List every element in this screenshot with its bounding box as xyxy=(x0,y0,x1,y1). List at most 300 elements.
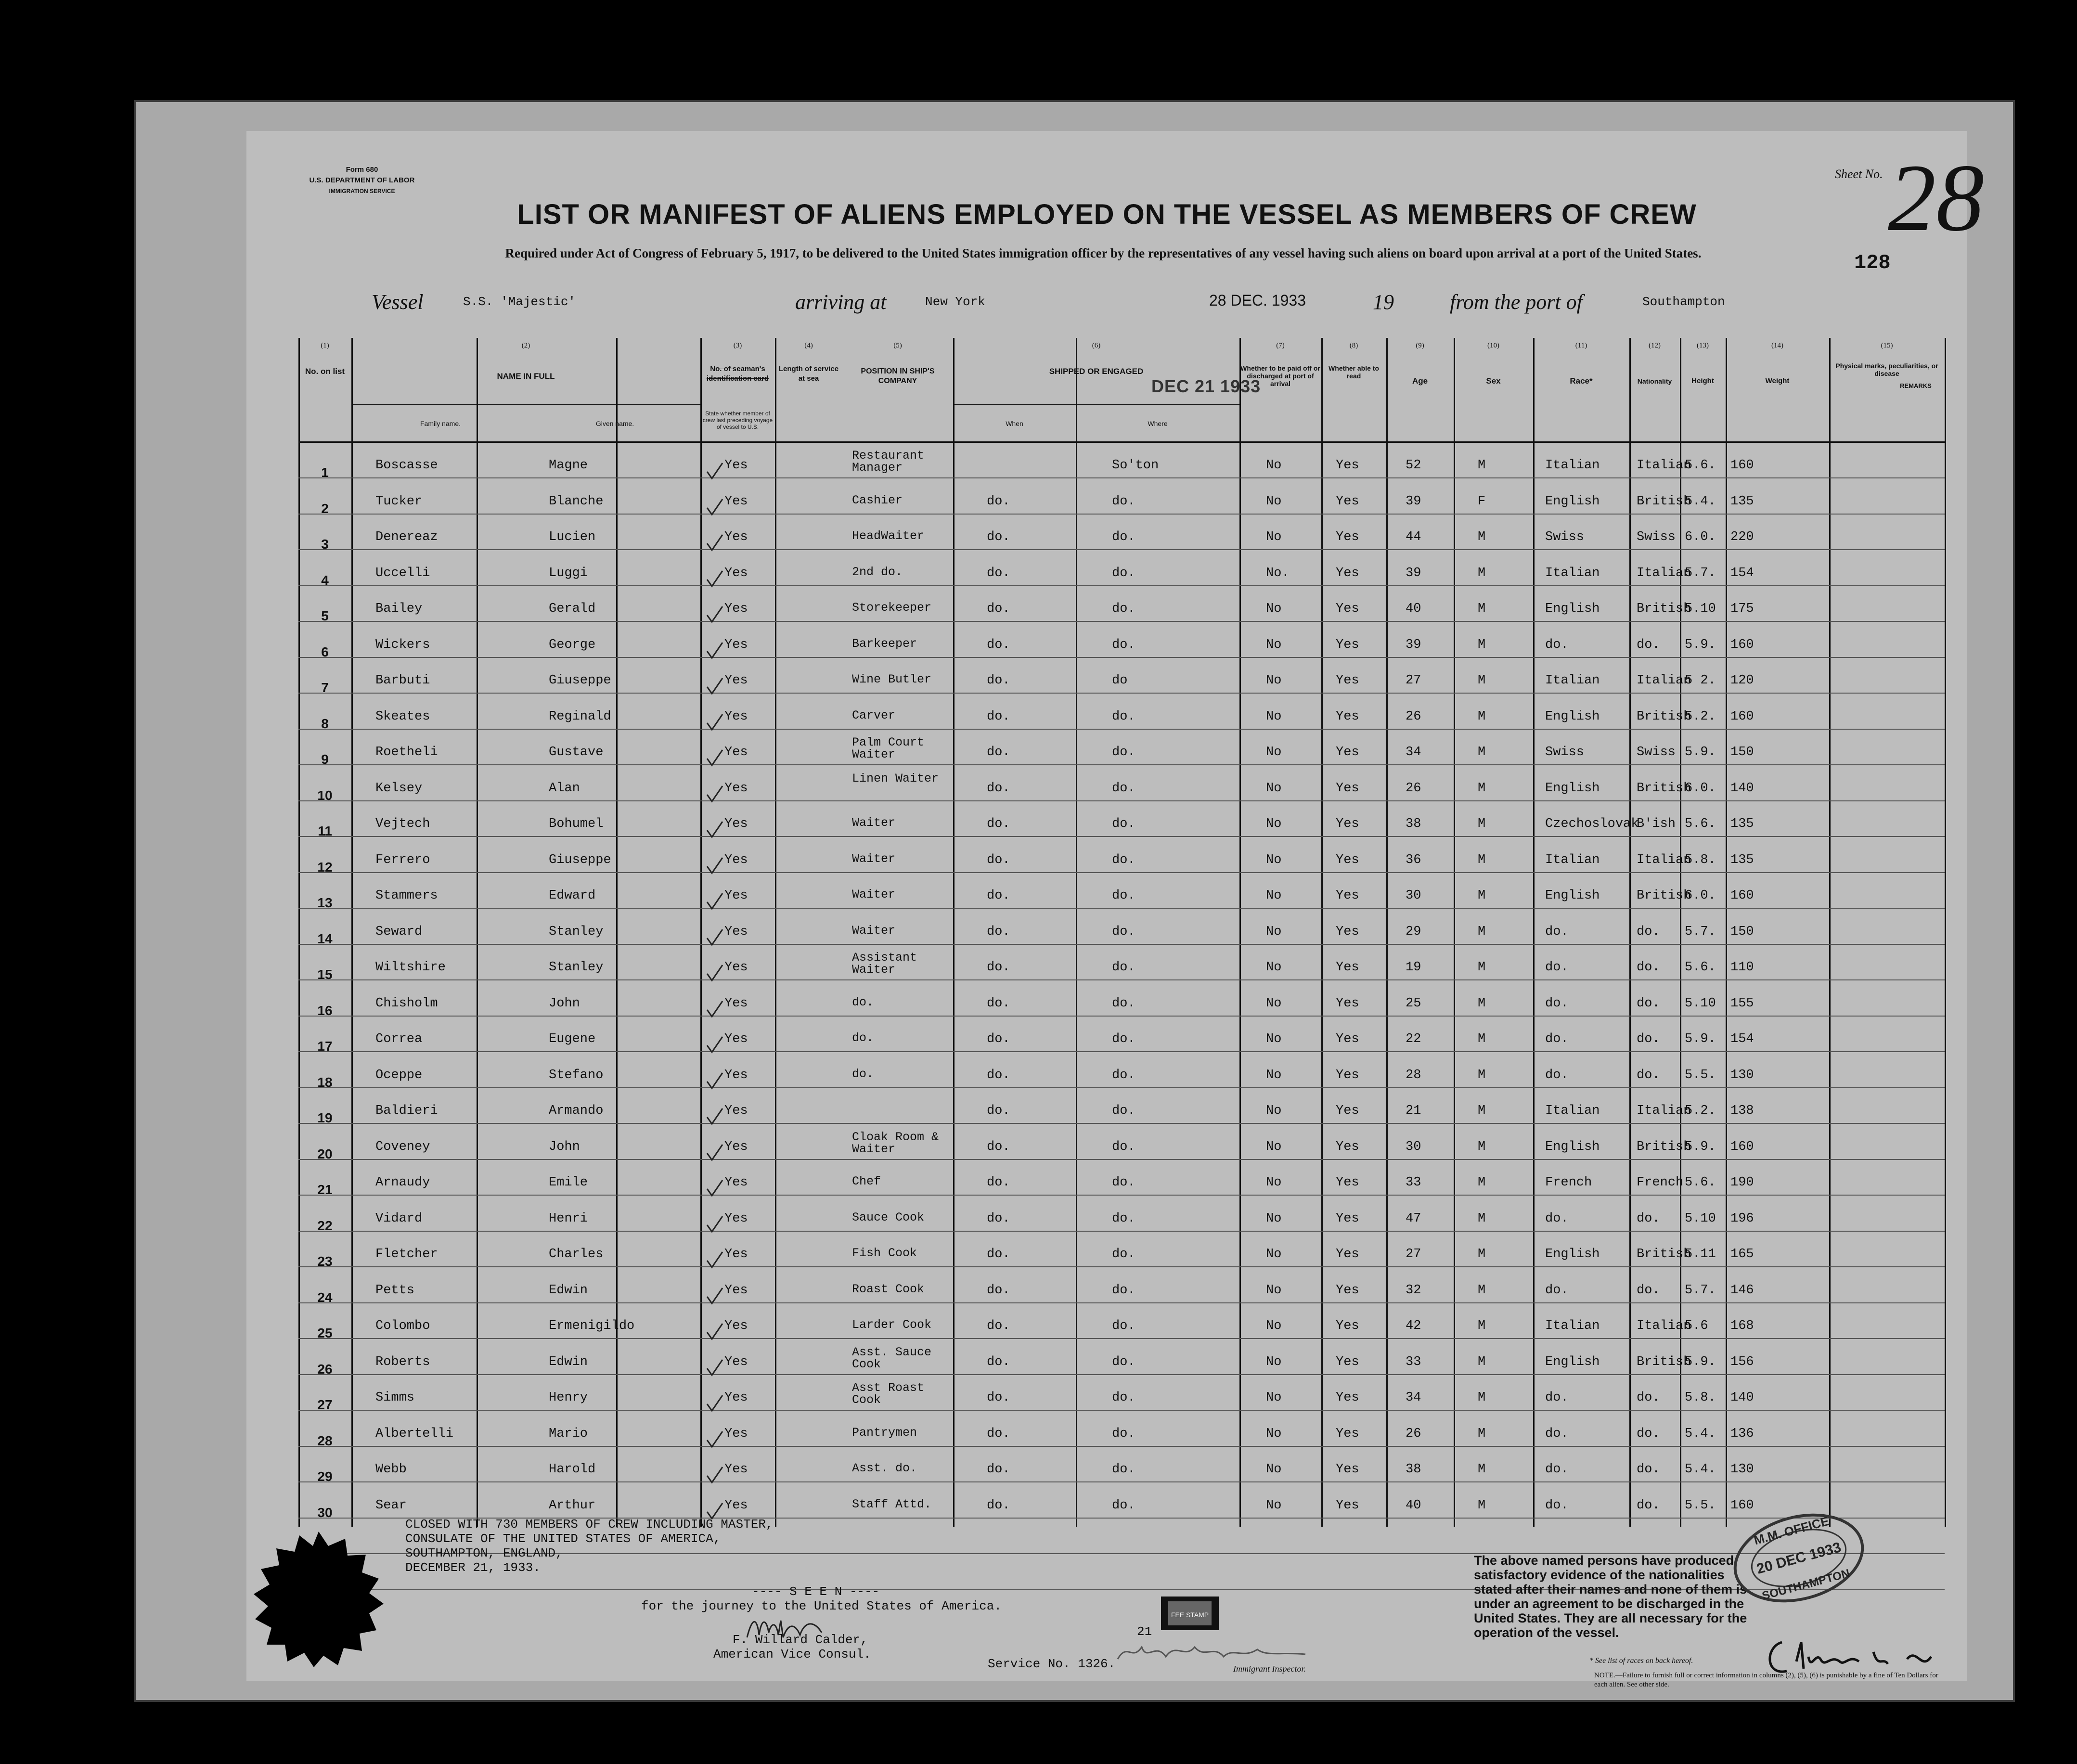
position-cell: Linen Waiter xyxy=(852,772,939,785)
race-cell: do. xyxy=(1545,1391,1569,1405)
age-cell: 30 xyxy=(1406,888,1421,903)
check-mark-icon xyxy=(705,1071,724,1090)
shipped-when-cell: do. xyxy=(987,638,1010,652)
race-cell: Italian xyxy=(1545,458,1600,473)
header-age: Age xyxy=(1412,376,1428,386)
shipped-when-cell: do. xyxy=(987,1247,1010,1262)
given-name-cell: Armando xyxy=(549,1104,604,1118)
height-cell: 6.0. xyxy=(1685,781,1716,796)
check-mark-icon xyxy=(705,1322,724,1341)
given-name-cell: Stanley xyxy=(549,960,604,975)
given-name-cell: Reginald xyxy=(549,709,611,724)
row-rule xyxy=(298,1051,1945,1052)
family-name-cell: Seward xyxy=(375,925,423,939)
nationality-cell: do. xyxy=(1637,1211,1660,1226)
row-number: 25 xyxy=(317,1326,333,1340)
date-received-stamp: DEC 21 1933 xyxy=(1151,376,1261,396)
position-cell: Fish Cook xyxy=(852,1246,917,1260)
header-shipped-where: Where xyxy=(1148,420,1168,427)
given-name-cell: Edwin xyxy=(549,1283,588,1298)
stamp-office-text: M.M. OFFICE xyxy=(1752,1513,1831,1548)
given-name-cell: Charles xyxy=(549,1247,604,1262)
position-cell: Sauce Cook xyxy=(852,1210,925,1224)
weight-cell: 160 xyxy=(1730,709,1754,724)
races-note: * See list of races on back hereof. xyxy=(1589,1657,1693,1665)
row-rule xyxy=(298,944,1945,945)
given-name-cell: Luggi xyxy=(549,566,588,580)
weight-cell: 138 xyxy=(1730,1104,1754,1118)
height-cell: 5.5. xyxy=(1685,1498,1716,1513)
column-rule xyxy=(953,338,955,1527)
form-number: Form 680 xyxy=(346,166,378,174)
position-cell: Larder Cook xyxy=(852,1318,932,1332)
row-rule xyxy=(298,477,1945,478)
height-cell: 5.6. xyxy=(1685,960,1716,975)
header-seaman-card: No. of seaman's identification card xyxy=(706,365,769,383)
sex-cell: M xyxy=(1478,853,1486,867)
age-cell: 47 xyxy=(1406,1211,1421,1226)
able-read-cell: Yes xyxy=(1336,709,1359,724)
shipped-when-cell: do. xyxy=(987,602,1010,616)
header-family-name: Family name. xyxy=(420,420,461,427)
family-name-cell: Chisholm xyxy=(375,996,438,1011)
paid-off-cell: No xyxy=(1266,494,1282,509)
family-name-cell: Skeates xyxy=(375,709,430,724)
shipped-when-cell: do. xyxy=(987,960,1010,975)
position-cell: Waiter xyxy=(852,852,896,866)
sex-cell: M xyxy=(1478,638,1486,652)
closing-line: CLOSED WITH 730 MEMBERS OF CREW INCLUDING MASTER, xyxy=(405,1517,774,1532)
paid-off-cell: No. xyxy=(1266,566,1290,580)
weight-cell: 154 xyxy=(1730,1032,1754,1046)
row-number: 27 xyxy=(317,1397,333,1412)
shipped-when-cell: do. xyxy=(987,566,1010,580)
previous-voyage-cell: Yes xyxy=(724,458,748,473)
sex-cell: M xyxy=(1478,566,1486,580)
weight-cell: 160 xyxy=(1730,638,1754,652)
check-mark-icon xyxy=(705,641,724,660)
race-cell: Czechoslovak xyxy=(1545,817,1639,831)
height-cell: 5.9. xyxy=(1685,745,1716,760)
position-cell: Carver xyxy=(852,708,896,722)
row-rule xyxy=(298,585,1945,586)
check-mark-icon xyxy=(705,1465,724,1484)
sex-cell: M xyxy=(1478,673,1486,688)
nationality-cell: do. xyxy=(1637,1283,1660,1298)
able-read-cell: Yes xyxy=(1336,1211,1359,1226)
shipped-when-cell: do. xyxy=(987,1140,1010,1154)
column-number: (4) xyxy=(804,342,813,349)
family-name-cell: Ferrero xyxy=(375,853,430,867)
arriving-label: arriving at xyxy=(795,290,887,314)
check-mark-icon xyxy=(705,856,724,875)
manifest-subtitle: Required under Act of Congress of February 5, 1917, to be delivered to the United States immigration officer by the representatives of any vessel having such aliens on board upon arrival at a port of the United States. xyxy=(505,246,1702,260)
able-read-cell: Yes xyxy=(1336,602,1359,616)
row-number: 4 xyxy=(321,573,329,588)
height-cell: 5.6 xyxy=(1685,1319,1708,1333)
given-name-cell: Alan xyxy=(549,781,580,796)
header-height: Height xyxy=(1691,377,1714,385)
height-cell: 5.2. xyxy=(1685,1104,1716,1118)
shipped-when-cell: do. xyxy=(987,781,1010,796)
position-cell: Storekeeper xyxy=(852,601,932,615)
check-mark-icon xyxy=(705,1393,724,1413)
column-rule xyxy=(1829,338,1831,1527)
penalty-note: NOTE.—Failure to furnish full or correct information in columns (2), (5), (6) is punishable by a fine of Ten Dollars for each alien. See other side. xyxy=(1594,1672,1938,1688)
shipped-where-cell: do xyxy=(1112,673,1128,688)
consul-title: American Vice Consul. xyxy=(713,1647,871,1661)
name-subheader-rule xyxy=(351,404,700,405)
paid-off-cell: No xyxy=(1266,1319,1282,1333)
able-read-cell: Yes xyxy=(1336,925,1359,939)
age-cell: 52 xyxy=(1406,458,1421,473)
height-cell: 5.4. xyxy=(1685,494,1716,509)
column-number: (6) xyxy=(1092,342,1101,349)
age-cell: 27 xyxy=(1406,673,1421,688)
given-name-cell: Gerald xyxy=(549,602,596,616)
seen-journey: for the journey to the United States of America. xyxy=(641,1599,1002,1613)
nationality-cell: British xyxy=(1637,1140,1691,1154)
shipped-when-cell: do. xyxy=(987,1068,1010,1082)
sex-cell: M xyxy=(1478,530,1486,544)
position-cell: do. xyxy=(852,995,874,1009)
height-cell: 5.9. xyxy=(1685,1032,1716,1046)
previous-voyage-cell: Yes xyxy=(724,996,748,1011)
height-cell: 6.0. xyxy=(1685,530,1716,544)
family-name-cell: Uccelli xyxy=(375,566,430,580)
previous-voyage-cell: Yes xyxy=(724,1140,748,1154)
inspector-label: Immigrant Inspector. xyxy=(1233,1664,1306,1674)
shipped-where-cell: do. xyxy=(1112,1068,1135,1082)
height-cell: 5.10 xyxy=(1685,1211,1716,1226)
given-name-cell: Giuseppe xyxy=(549,853,611,867)
column-number: (9) xyxy=(1416,342,1424,349)
row-rule xyxy=(298,1016,1945,1017)
height-cell: 5.4. xyxy=(1685,1427,1716,1441)
nationality-cell: do. xyxy=(1637,1498,1660,1513)
check-mark-icon xyxy=(705,820,724,839)
nationality-cell: Italian xyxy=(1637,673,1691,688)
header-no-on-list: No. on list xyxy=(305,367,345,376)
shipped-where-cell: do. xyxy=(1112,1211,1135,1226)
sex-cell: M xyxy=(1478,1211,1486,1226)
column-number: (8) xyxy=(1349,342,1358,349)
position-cell: Waiter xyxy=(852,888,896,901)
family-name-cell: Correa xyxy=(375,1032,423,1046)
column-rule xyxy=(1533,338,1535,1527)
column-rule xyxy=(298,338,300,1527)
header-length-service: Length of service at sea xyxy=(778,365,839,383)
family-name-cell: Stammers xyxy=(375,888,438,903)
shipped-where-cell: do. xyxy=(1112,494,1135,509)
position-cell: do. xyxy=(852,1031,874,1045)
weight-cell: 160 xyxy=(1730,1498,1754,1513)
sheet-label: Sheet No. xyxy=(1835,167,1883,181)
fee-number: 21 xyxy=(1137,1624,1152,1639)
nationality-cell: do. xyxy=(1637,638,1660,652)
column-rule xyxy=(775,338,776,1527)
weight-cell: 140 xyxy=(1730,1391,1754,1405)
sheet-subnumber: 128 xyxy=(1854,251,1891,274)
column-rule xyxy=(1386,338,1388,1527)
previous-voyage-cell: Yes xyxy=(724,1498,748,1513)
age-cell: 28 xyxy=(1406,1068,1421,1082)
row-rule xyxy=(298,1159,1945,1160)
height-cell: 5.7. xyxy=(1685,925,1716,939)
nationality-cell: British xyxy=(1637,1355,1691,1369)
column-number: (3) xyxy=(733,342,742,349)
family-name-cell: Baldieri xyxy=(375,1104,438,1118)
shipped-when-cell: do. xyxy=(987,1498,1010,1513)
weight-cell: 140 xyxy=(1730,781,1754,796)
sex-cell: M xyxy=(1478,925,1486,939)
family-name-cell: Oceppe xyxy=(375,1068,423,1082)
position-cell: 2nd do. xyxy=(852,565,903,579)
nationality-cell: British xyxy=(1637,494,1691,509)
row-rule xyxy=(298,1231,1945,1232)
able-read-cell: Yes xyxy=(1336,1462,1359,1477)
column-rule xyxy=(700,338,702,1527)
nationality-cell: British xyxy=(1637,781,1691,796)
header-rule xyxy=(298,441,1945,443)
nationality-cell: do. xyxy=(1637,1391,1660,1405)
weight-cell: 146 xyxy=(1730,1283,1754,1298)
shipped-when-cell: do. xyxy=(987,1462,1010,1477)
able-read-cell: Yes xyxy=(1336,853,1359,867)
check-mark-icon xyxy=(705,605,724,624)
paid-off-cell: No xyxy=(1266,1498,1282,1513)
age-cell: 40 xyxy=(1406,602,1421,616)
previous-voyage-cell: Yes xyxy=(724,925,748,939)
previous-voyage-cell: Yes xyxy=(724,960,748,975)
position-cell: Assistant Waiter xyxy=(852,951,917,977)
race-cell: do. xyxy=(1545,1068,1569,1082)
check-mark-icon xyxy=(705,533,724,552)
race-cell: English xyxy=(1545,1247,1600,1262)
weight-cell: 155 xyxy=(1730,996,1754,1011)
able-read-cell: Yes xyxy=(1336,673,1359,688)
shipped-where-cell: do. xyxy=(1112,1391,1135,1405)
position-cell: Roast Cook xyxy=(852,1282,925,1296)
check-mark-icon xyxy=(705,1358,724,1377)
arrival-date: 28 DEC. 1933 xyxy=(1209,292,1306,309)
header-paid-off: Whether to be paid off or discharged at port of arrival xyxy=(1240,364,1320,387)
nationality-cell: do. xyxy=(1637,960,1660,975)
weight-cell: 135 xyxy=(1730,817,1754,831)
header-race: Race* xyxy=(1570,376,1593,386)
able-read-cell: Yes xyxy=(1336,1427,1359,1441)
sex-cell: M xyxy=(1478,458,1486,473)
age-cell: 36 xyxy=(1406,853,1421,867)
column-number: (15) xyxy=(1881,342,1893,349)
height-cell: 5.10 xyxy=(1685,602,1716,616)
shipped-when-cell: do. xyxy=(987,709,1010,724)
nationality-cell: Italian xyxy=(1637,566,1691,580)
able-read-cell: Yes xyxy=(1336,1283,1359,1298)
shipped-where-cell: do. xyxy=(1112,1427,1135,1441)
paid-off-cell: No xyxy=(1266,458,1282,473)
check-mark-icon xyxy=(705,927,724,947)
previous-voyage-cell: Yes xyxy=(724,1211,748,1226)
height-cell: 5.9. xyxy=(1685,1140,1716,1154)
previous-voyage-cell: Yes xyxy=(724,1283,748,1298)
weight-cell: 190 xyxy=(1730,1175,1754,1190)
nationality-cell: Italian xyxy=(1637,853,1691,867)
shipped-when-cell: do. xyxy=(987,1355,1010,1369)
race-cell: English xyxy=(1545,494,1600,509)
row-rule xyxy=(298,764,1945,765)
age-cell: 33 xyxy=(1406,1355,1421,1369)
nationality-cell: French xyxy=(1637,1175,1684,1190)
given-name-cell: Stefano xyxy=(549,1068,604,1082)
given-name-cell: Stanley xyxy=(549,925,604,939)
check-mark-icon xyxy=(705,676,724,695)
closing-line: SOUTHAMPTON, ENGLAND, xyxy=(405,1546,563,1560)
paid-off-cell: No xyxy=(1266,1032,1282,1046)
previous-voyage-cell: Yes xyxy=(724,1068,748,1082)
paid-off-cell: No xyxy=(1266,530,1282,544)
row-rule xyxy=(298,1481,1945,1482)
position-cell: Staff Attd. xyxy=(852,1497,932,1511)
given-name-cell: Harold xyxy=(549,1462,596,1477)
age-cell: 44 xyxy=(1406,530,1421,544)
able-read-cell: Yes xyxy=(1336,494,1359,509)
row-rule xyxy=(298,657,1945,658)
paid-off-cell: No xyxy=(1266,1355,1282,1369)
column-rule xyxy=(1076,338,1077,1527)
sex-cell: M xyxy=(1478,1391,1486,1405)
able-read-cell: Yes xyxy=(1336,638,1359,652)
seen-heading: ---- S E E N ---- xyxy=(752,1584,880,1599)
office-stamp xyxy=(1729,1512,1869,1604)
age-cell: 25 xyxy=(1406,996,1421,1011)
nationality-cell: Italian xyxy=(1637,458,1691,473)
sex-cell: M xyxy=(1478,781,1486,796)
shipped-when-cell: do. xyxy=(987,925,1010,939)
shipped-when-cell: do. xyxy=(987,1175,1010,1190)
given-name-cell: Henry xyxy=(549,1391,588,1405)
previous-voyage-cell: Yes xyxy=(724,494,748,509)
paid-off-cell: No xyxy=(1266,1211,1282,1226)
nationality-cell: Swiss xyxy=(1637,530,1676,544)
family-name-cell: Vidard xyxy=(375,1211,423,1226)
position-cell: Cashier xyxy=(852,493,903,507)
position-cell: do. xyxy=(852,1067,874,1081)
shipped-where-cell: do. xyxy=(1112,996,1135,1011)
race-cell: do. xyxy=(1545,1211,1569,1226)
column-number: (1) xyxy=(321,342,329,349)
row-rule xyxy=(298,549,1945,550)
nationality-cell: Italian xyxy=(1637,1319,1691,1333)
check-mark-icon xyxy=(705,569,724,588)
race-cell: Italian xyxy=(1545,673,1600,688)
age-cell: 39 xyxy=(1406,566,1421,580)
family-name-cell: Roberts xyxy=(375,1355,430,1369)
closing-line: DECEMBER 21, 1933. xyxy=(405,1560,541,1575)
nationality-cell: do. xyxy=(1637,996,1660,1011)
check-mark-icon xyxy=(705,1429,724,1449)
given-name-cell: George xyxy=(549,638,596,652)
consul-block xyxy=(713,1633,871,1661)
previous-voyage-cell: Yes xyxy=(724,781,748,796)
certification-statement: The above named persons have produced satisfactory evidence of the nationalities stated after their names and none of them is under an agreement to be discharged in the United States. They are all necessary for the operation of the vessel. xyxy=(1474,1553,1747,1640)
given-name-cell: Henri xyxy=(549,1211,588,1226)
shipped-where-cell: do. xyxy=(1112,602,1135,616)
column-number: (11) xyxy=(1575,342,1587,349)
position-cell: Restaurant Manager xyxy=(852,449,925,475)
shipped-where-cell: do. xyxy=(1112,925,1135,939)
manifest-title: LIST OR MANIFEST OF ALIENS EMPLOYED ON THE VESSEL AS MEMBERS OF CREW xyxy=(517,199,1697,230)
paid-off-cell: No xyxy=(1266,1247,1282,1262)
row-number: 20 xyxy=(317,1146,333,1161)
check-mark-icon xyxy=(705,1178,724,1197)
vessel-name: S.S. 'Majestic' xyxy=(463,295,576,309)
height-cell: 5.6. xyxy=(1685,1175,1716,1190)
paid-off-cell: No xyxy=(1266,960,1282,975)
race-cell: Swiss xyxy=(1545,530,1585,544)
sex-cell: M xyxy=(1478,709,1486,724)
row-number: 23 xyxy=(317,1254,333,1269)
vessel-label: Vessel xyxy=(372,290,424,314)
column-number: (5) xyxy=(893,342,902,349)
nationality-cell: British xyxy=(1637,888,1691,903)
height-cell: 5.7. xyxy=(1685,566,1716,580)
given-name-cell: Ermenigildo xyxy=(549,1319,635,1333)
shipped-where-cell: do. xyxy=(1112,1283,1135,1298)
shipped-when-cell: do. xyxy=(987,1104,1010,1118)
shipped-where-cell: do. xyxy=(1112,638,1135,652)
shipped-when-cell: do. xyxy=(987,817,1010,831)
column-number: (12) xyxy=(1649,342,1661,349)
family-name-cell: Denereaz xyxy=(375,530,438,544)
paid-off-cell: No xyxy=(1266,673,1282,688)
race-cell: English xyxy=(1545,888,1600,903)
sex-cell: M xyxy=(1478,1068,1486,1082)
row-number: 2 xyxy=(321,501,329,516)
sex-cell: M xyxy=(1478,960,1486,975)
form-header-block xyxy=(290,165,434,196)
row-number: 17 xyxy=(317,1039,333,1054)
sex-cell: M xyxy=(1478,1462,1486,1477)
shipped-where-cell: do. xyxy=(1112,1140,1135,1154)
previous-voyage-cell: Yes xyxy=(724,817,748,831)
paid-off-cell: No xyxy=(1266,1427,1282,1441)
row-number: 30 xyxy=(317,1505,333,1520)
shipped-where-cell: do. xyxy=(1112,1247,1135,1262)
column-rule xyxy=(1680,338,1681,1527)
column-rule xyxy=(477,338,478,1527)
given-name-cell: Blanche xyxy=(549,494,604,509)
previous-voyage-cell: Yes xyxy=(724,1319,748,1333)
row-rule xyxy=(298,800,1945,801)
consulate-seal xyxy=(246,1527,391,1671)
age-cell: 19 xyxy=(1406,960,1421,975)
nationality-cell: do. xyxy=(1637,1032,1660,1046)
service-name: IMMIGRATION SERVICE xyxy=(329,188,395,194)
weight-cell: 154 xyxy=(1730,566,1754,580)
column-number: (14) xyxy=(1771,342,1783,349)
height-cell: 5.6. xyxy=(1685,458,1716,473)
shipped-where-cell: do. xyxy=(1112,530,1135,544)
sex-cell: M xyxy=(1478,888,1486,903)
age-cell: 26 xyxy=(1406,781,1421,796)
race-cell: do. xyxy=(1545,1283,1569,1298)
row-rule xyxy=(298,1195,1945,1196)
row-number: 9 xyxy=(321,752,329,767)
family-name-cell: Roetheli xyxy=(375,745,438,760)
able-read-cell: Yes xyxy=(1336,1319,1359,1333)
shipped-when-cell: do. xyxy=(987,1391,1010,1405)
